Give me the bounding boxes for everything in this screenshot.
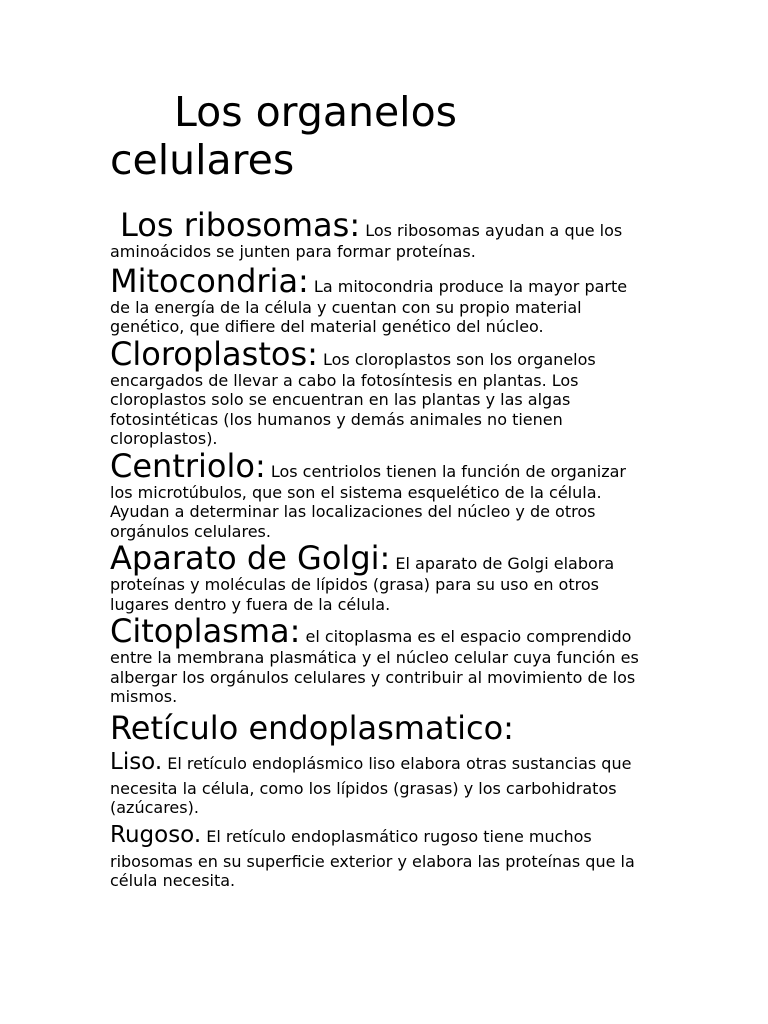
entry-centriolo xyxy=(110,446,650,542)
title-line-2: celulares xyxy=(110,136,295,184)
entry-mitocondria xyxy=(110,261,650,337)
entry-rugoso xyxy=(110,818,650,891)
reticulo-heading xyxy=(110,708,650,747)
entry-term: Mitocondria: xyxy=(110,261,309,300)
entry-term: Centriolo: xyxy=(110,446,266,485)
entry-description: El retículo endoplasmático rugoso tiene muchos ribosomas en su superficie exterior y elabora las proteínas que la célula necesita. xyxy=(110,826,635,890)
entry-cloroplastos xyxy=(110,334,650,449)
entry-term: Liso. xyxy=(110,748,163,775)
entry-term: Aparato de Golgi: xyxy=(110,539,391,577)
document-title xyxy=(110,88,650,184)
entry-ribosomas xyxy=(110,208,650,262)
entry-term: Rugoso. xyxy=(110,821,202,848)
entry-liso xyxy=(110,745,650,818)
entry-description: El retículo endoplásmico liso elabora otras sustancias que necesita la célula, como los lípidos (grasas) y los carbohidratos (azúcares). xyxy=(110,753,632,817)
document-page xyxy=(110,88,650,891)
entry-citoplasma xyxy=(110,614,650,707)
entry-description: El aparato de Golgi elabora proteínas y moléculas de lípidos (grasa) para su uso en otros lugares dentro y fuera de la célula. xyxy=(110,554,615,614)
entry-description: Los centriolos tienen la función de organizar los microtúbulos, que son el sistema esquelético de la célula. Ayudan a determinar las localizaciones del núcleo y de otros orgánulos celulares. xyxy=(110,461,626,541)
entry-golgi xyxy=(110,541,650,614)
entry-description: el citoplasma es el espacio comprendido entre la membrana plasmática y el núcleo celular cuya función es albergar los orgánulos celulares y contribuir al movimiento de los mismos. xyxy=(110,627,639,706)
entry-term: Cloroplastos: xyxy=(110,334,318,373)
entry-description: Los ribosomas ayudan a que los aminoácidos se junten para formar proteínas. xyxy=(110,221,623,261)
title-line-1: Los organelos xyxy=(174,88,458,136)
reticulo-heading-text: Retículo endoplasmatico: xyxy=(110,708,514,747)
entry-term: Citoplasma: xyxy=(110,612,301,650)
entry-description: Los cloroplastos son los organelos encargados de llevar a cabo la fotosíntesis en plantas. Los cloroplastos solo se encuentran en las plantas y las algas fotosintéticas (los humanos y demás animales no tienen cloroplastos). xyxy=(110,349,596,448)
entry-description: La mitocondria produce la mayor parte de la energía de la célula y cuentan con su propio material genético, que difiere del material genético del núcleo. xyxy=(110,276,628,336)
entry-term: Los ribosomas: xyxy=(120,206,361,244)
